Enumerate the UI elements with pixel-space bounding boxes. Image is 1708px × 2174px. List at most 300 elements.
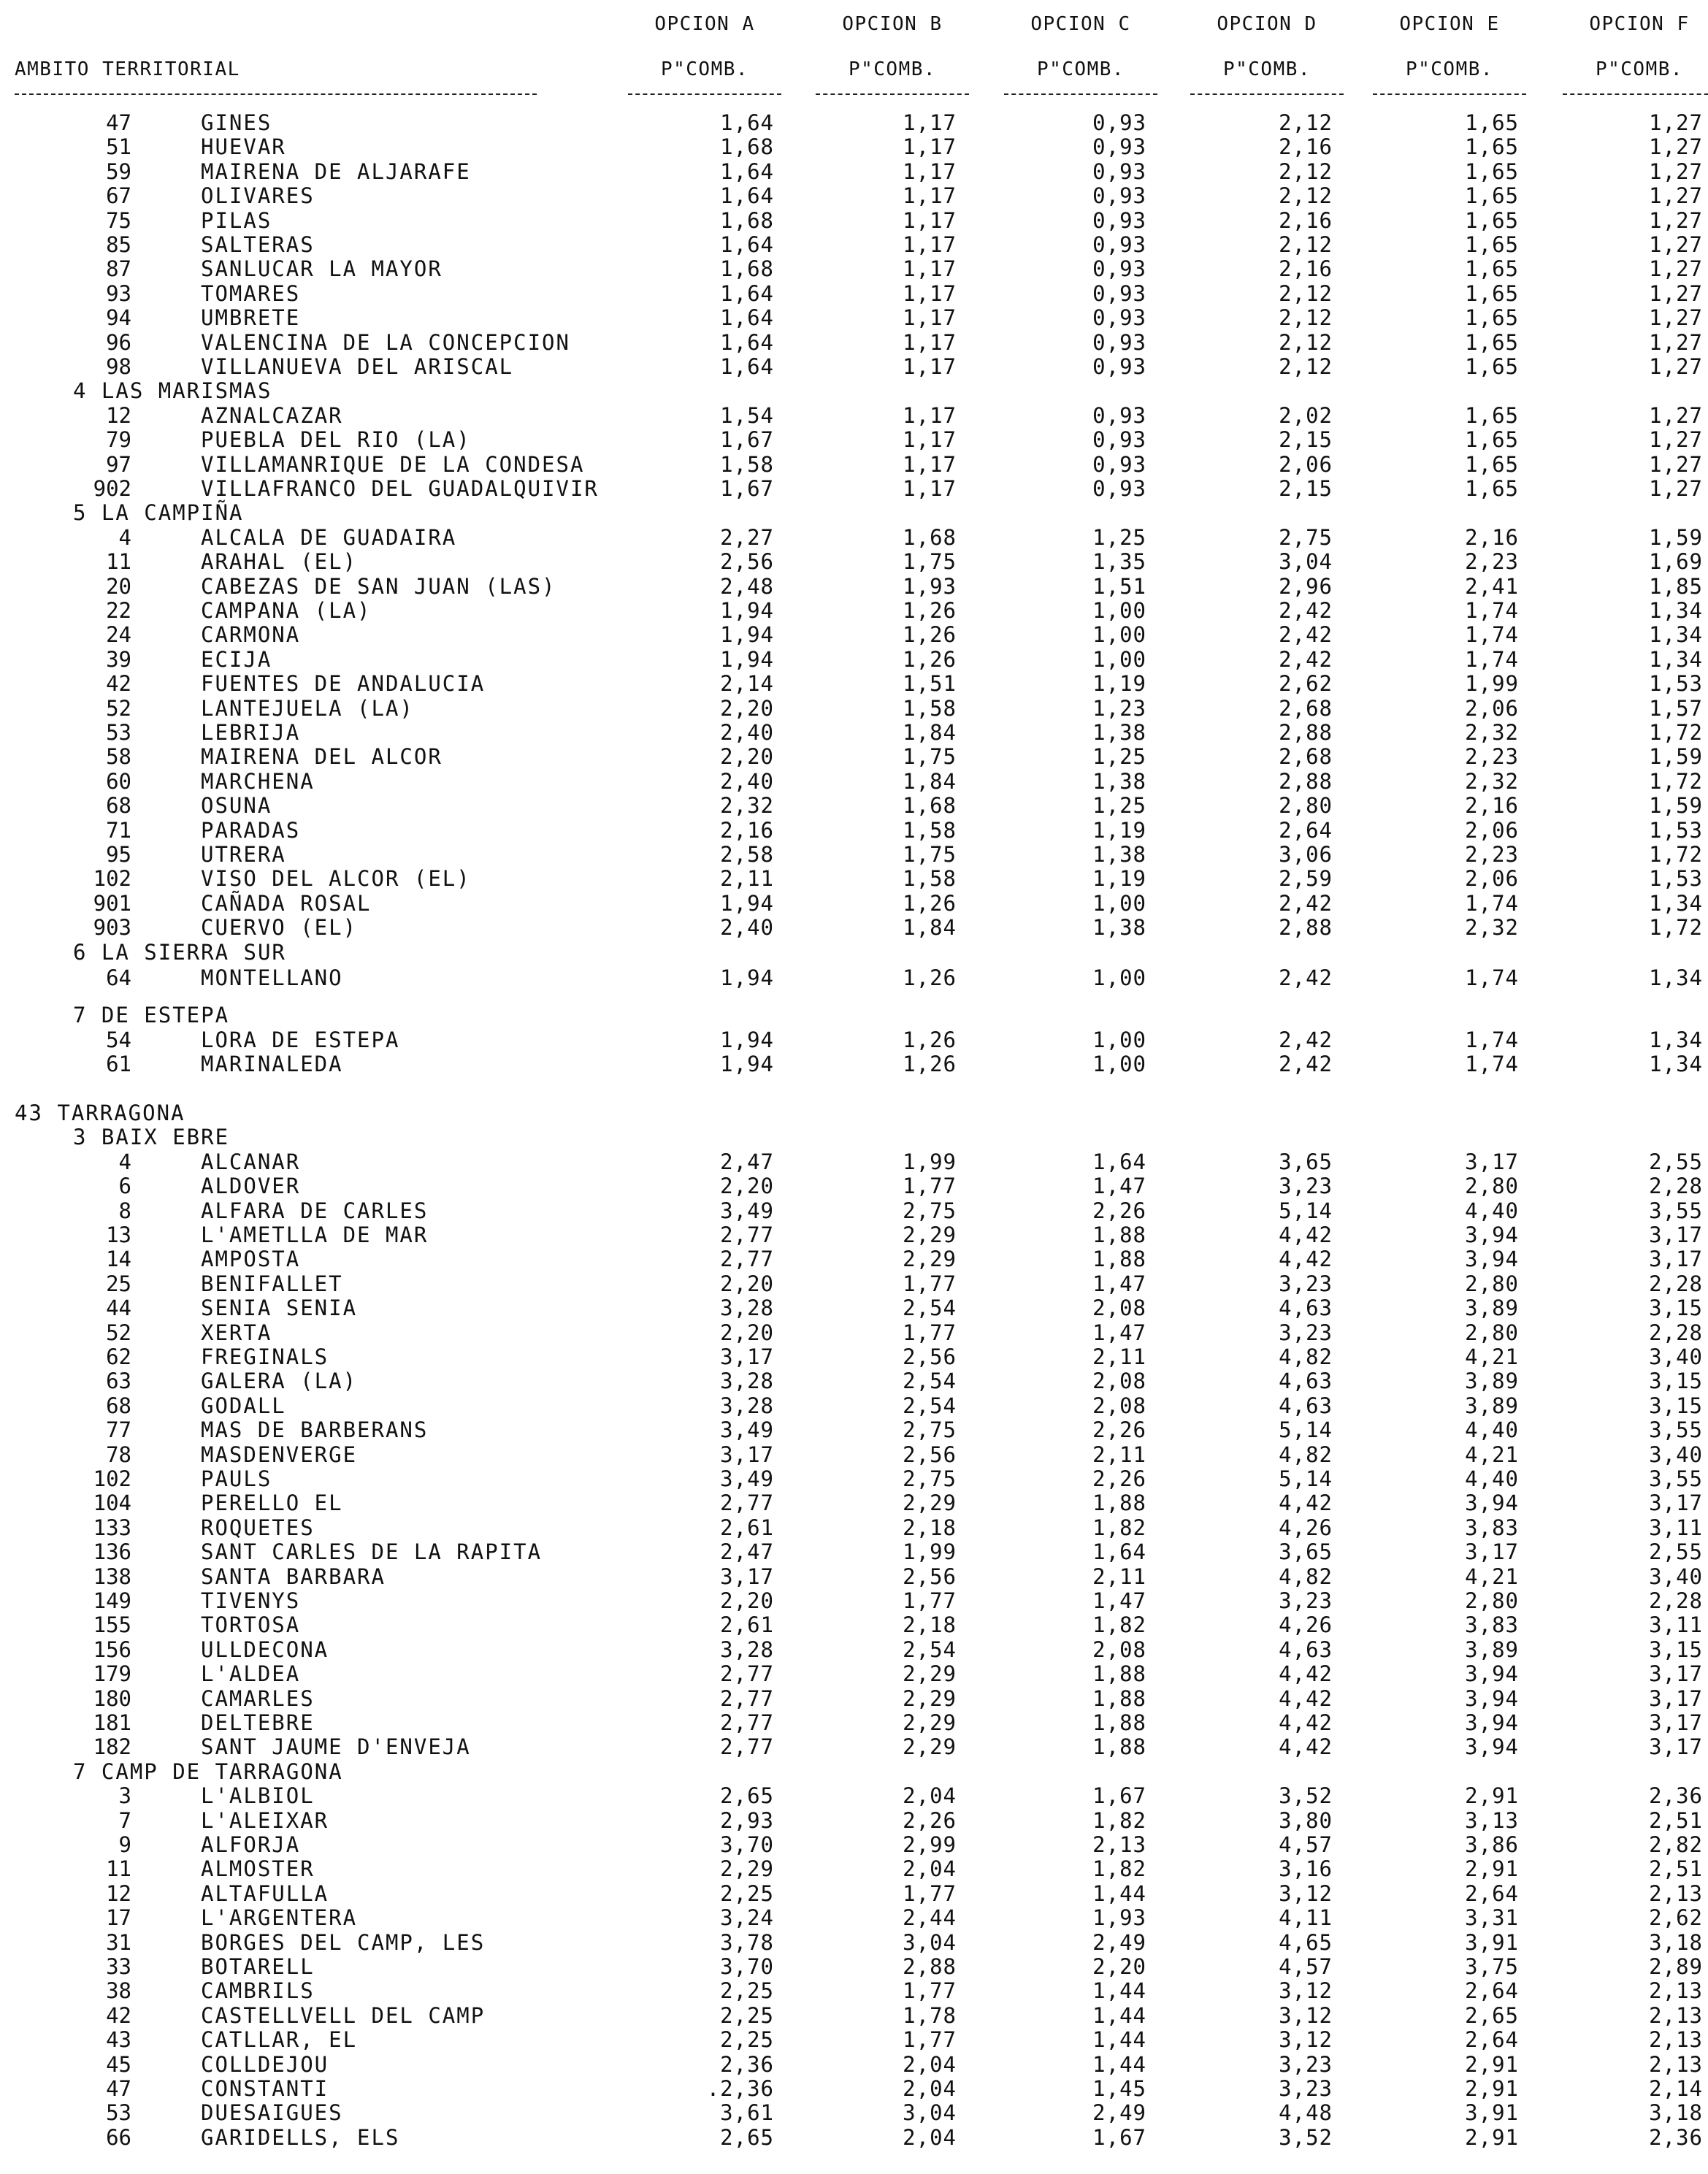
value-cell: 2,55 — [1649, 1539, 1703, 1564]
value-cell: 2,42 — [1279, 598, 1333, 623]
value-cell: 2,51 — [1649, 1808, 1703, 1833]
value-cell: 1,19 — [1092, 671, 1146, 696]
municipality-name: AMPOSTA — [201, 1247, 301, 1271]
value-cell: 2,64 — [1465, 1881, 1519, 1906]
municipality-name: ALTAFULLA — [201, 1881, 329, 1906]
table-row — [0, 2053, 1708, 2077]
value-cell: 4,42 — [1279, 1247, 1333, 1271]
municipality-code: 8 — [118, 1198, 131, 1223]
value-cell: 0,93 — [1092, 134, 1146, 159]
table-row — [0, 111, 1708, 135]
value-cell: 1,77 — [903, 1588, 957, 1613]
value-cell: 1,26 — [903, 622, 957, 647]
value-cell: 1,65 — [1465, 134, 1519, 159]
value-cell: 1,88 — [1092, 1710, 1146, 1735]
municipality-code: 901 — [93, 891, 131, 916]
municipality-name: ALFARA DE CARLES — [201, 1198, 429, 1223]
municipality-code: 39 — [106, 647, 131, 672]
value-cell: 1,65 — [1465, 452, 1519, 477]
table-row — [0, 1589, 1708, 1613]
value-cell: 1,65 — [1465, 183, 1519, 208]
municipality-name: BENIFALLET — [201, 1271, 343, 1296]
value-cell: 1,88 — [1092, 1490, 1146, 1515]
value-cell: 1,27 — [1649, 281, 1703, 306]
value-cell: 2,18 — [903, 1612, 957, 1637]
municipality-name: VISO DEL ALCOR (EL) — [201, 866, 471, 891]
value-cell: 1,17 — [903, 354, 957, 379]
value-cell: 2,89 — [1649, 1954, 1703, 1979]
value-cell: 1,67 — [1092, 1783, 1146, 1808]
value-cell: 2,56 — [903, 1442, 957, 1467]
value-cell: 1,27 — [1649, 427, 1703, 452]
value-cell: 2,49 — [1092, 1930, 1146, 1955]
province-label: 43 TARRAGONA — [15, 1101, 185, 1125]
value-cell: 1,74 — [1465, 891, 1519, 916]
value-cell: 1,25 — [1092, 525, 1146, 550]
value-cell: 4,40 — [1465, 1466, 1519, 1491]
value-cell: 1,38 — [1092, 915, 1146, 940]
table-row — [0, 1345, 1708, 1369]
value-cell: 2,65 — [720, 1783, 774, 1808]
value-cell: 2,77 — [720, 1710, 774, 1735]
value-cell: 1,65 — [1465, 403, 1519, 428]
municipality-code: 60 — [106, 769, 131, 794]
municipality-name: SALTERAS — [201, 232, 315, 257]
value-cell: 2,54 — [903, 1369, 957, 1393]
municipality-code: 31 — [106, 1930, 131, 1955]
value-cell: 4,82 — [1279, 1344, 1333, 1369]
value-cell: 4,40 — [1465, 1417, 1519, 1442]
table-row — [0, 1052, 1708, 1076]
value-cell: 1,00 — [1092, 965, 1146, 990]
value-cell: 2,12 — [1279, 330, 1333, 355]
municipality-code: 3 — [118, 1783, 131, 1808]
municipality-name: XERTA — [201, 1320, 272, 1345]
value-cell: 1,77 — [903, 1978, 957, 2003]
value-cell: 1,82 — [1092, 1612, 1146, 1637]
value-cell: 1,17 — [903, 159, 957, 184]
value-cell: 2,56 — [903, 1344, 957, 1369]
table-row — [0, 1223, 1708, 1247]
municipality-code: 62 — [106, 1344, 131, 1369]
value-cell: 2,28 — [1649, 1588, 1703, 1613]
municipality-name: LANTEJUELA (LA) — [201, 696, 414, 721]
value-cell: 1,19 — [1092, 866, 1146, 891]
value-cell: 2,88 — [1279, 915, 1333, 940]
value-cell: 1,54 — [720, 403, 774, 428]
value-cell: 3,55 — [1649, 1198, 1703, 1223]
municipality-code: 25 — [106, 1271, 131, 1296]
value-cell: 3,49 — [720, 1417, 774, 1442]
value-cell: 1,88 — [1092, 1734, 1146, 1759]
municipality-code: 136 — [93, 1539, 131, 1564]
value-cell: 2,08 — [1092, 1369, 1146, 1393]
value-cell: 1,27 — [1649, 305, 1703, 330]
value-cell: 2,20 — [720, 744, 774, 769]
municipality-name: BORGES DEL CAMP, LES — [201, 1930, 486, 1955]
value-cell: 2,04 — [903, 2076, 957, 2101]
value-cell: 1,65 — [1465, 330, 1519, 355]
option-header: OPCION A — [654, 13, 755, 35]
header-rule — [816, 93, 969, 95]
value-cell: 1,27 — [1649, 208, 1703, 233]
value-cell: 1,85 — [1649, 574, 1703, 599]
value-cell: 4,57 — [1279, 1954, 1333, 1979]
value-cell: 3,83 — [1465, 1612, 1519, 1637]
value-cell: 3,86 — [1465, 1832, 1519, 1857]
option-header: OPCION F — [1589, 13, 1690, 35]
option-header: OPCION E — [1399, 13, 1500, 35]
value-cell: 4,63 — [1279, 1295, 1333, 1320]
value-cell: 2,65 — [1465, 2003, 1519, 2028]
value-cell: 1,94 — [720, 622, 774, 647]
value-cell: 3,49 — [720, 1198, 774, 1223]
municipality-code: 102 — [93, 866, 131, 891]
municipality-name: CONSTANTI — [201, 2076, 329, 2101]
value-cell: 1,64 — [720, 305, 774, 330]
value-cell: 2,40 — [720, 769, 774, 794]
value-cell: 2,25 — [720, 2027, 774, 2052]
group-heading — [0, 941, 1708, 965]
value-cell: 2,29 — [720, 1856, 774, 1881]
municipality-name: OSUNA — [201, 793, 272, 818]
municipality-code: 903 — [93, 915, 131, 940]
municipality-name: VILLANUEVA DEL ARISCAL — [201, 354, 514, 379]
municipality-name: VILLAMANRIQUE DE LA CONDESA — [201, 452, 585, 477]
municipality-code: 95 — [106, 842, 131, 867]
municipality-code: 43 — [106, 2027, 131, 2052]
value-cell: 2,36 — [720, 2052, 774, 2077]
municipality-name: ARAHAL (EL) — [201, 549, 358, 574]
value-cell: 2,75 — [903, 1466, 957, 1491]
value-cell: 2,47 — [720, 1149, 774, 1174]
value-cell: 1,74 — [1465, 622, 1519, 647]
value-cell: 2,42 — [1279, 1052, 1333, 1076]
value-cell: .2,36 — [706, 2076, 774, 2101]
value-cell: 1,74 — [1465, 1052, 1519, 1076]
table-row — [0, 1613, 1708, 1637]
municipality-name: CAMARLES — [201, 1686, 315, 1711]
municipality-code: 7 — [118, 1808, 131, 1833]
value-cell: 1,64 — [720, 354, 774, 379]
value-cell: 2,06 — [1465, 696, 1519, 721]
municipality-name: AZNALCAZAR — [201, 403, 343, 428]
value-cell: 1,74 — [1465, 598, 1519, 623]
header-rule — [1190, 93, 1344, 95]
value-cell: 2,49 — [1092, 2100, 1146, 2125]
municipality-name: PUEBLA DEL RIO (LA) — [201, 427, 471, 452]
value-cell: 2,14 — [1649, 2076, 1703, 2101]
value-cell: 1,27 — [1649, 403, 1703, 428]
municipality-name: COLLDEJOU — [201, 2052, 329, 2077]
value-cell: 1,26 — [903, 891, 957, 916]
value-cell: 3,28 — [720, 1393, 774, 1418]
municipality-name: L'ALEIXAR — [201, 1808, 329, 1833]
value-cell: 2,75 — [903, 1198, 957, 1223]
table-row — [0, 843, 1708, 867]
municipality-name: SANLUCAR LA MAYOR — [201, 256, 443, 281]
table-row — [0, 306, 1708, 330]
value-cell: 1,82 — [1092, 1515, 1146, 1540]
value-cell: 1,17 — [903, 208, 957, 233]
value-cell: 1,17 — [903, 256, 957, 281]
value-cell: 3,17 — [1649, 1222, 1703, 1247]
group-label: 4 LAS MARISMAS — [73, 378, 272, 403]
value-cell: 2,58 — [720, 842, 774, 867]
value-cell: 3,23 — [1279, 1174, 1333, 1198]
table-row — [0, 623, 1708, 647]
header-rule — [15, 93, 537, 95]
value-cell: 1,26 — [903, 965, 957, 990]
value-cell: 3,40 — [1649, 1344, 1703, 1369]
value-cell: 1,27 — [1649, 183, 1703, 208]
value-cell: 2,20 — [720, 1320, 774, 1345]
value-cell: 2,11 — [1092, 1564, 1146, 1589]
value-cell: 2,80 — [1465, 1320, 1519, 1345]
municipality-name: GINES — [201, 110, 272, 135]
province-heading — [0, 1101, 1708, 1125]
value-cell: 1,59 — [1649, 793, 1703, 818]
municipality-name: MAS DE BARBERANS — [201, 1417, 429, 1442]
value-cell: 1,64 — [720, 232, 774, 257]
value-cell: 3,17 — [1649, 1710, 1703, 1735]
value-cell: 3,12 — [1279, 1978, 1333, 2003]
municipality-name: VALENCINA DE LA CONCEPCION — [201, 330, 570, 355]
municipality-code: 11 — [106, 549, 131, 574]
value-cell: 2,88 — [1279, 769, 1333, 794]
municipality-name: DUESAIGUES — [201, 2100, 343, 2125]
municipality-code: 96 — [106, 330, 131, 355]
table-row — [0, 2126, 1708, 2150]
value-cell: 1,34 — [1649, 622, 1703, 647]
value-cell: 2,42 — [1279, 1027, 1333, 1052]
municipality-code: 17 — [106, 1905, 131, 1930]
table-row — [0, 209, 1708, 233]
value-cell: 1,94 — [720, 647, 774, 672]
value-cell: 2,28 — [1649, 1320, 1703, 1345]
value-cell: 3,17 — [1649, 1686, 1703, 1711]
value-cell: 3,18 — [1649, 1930, 1703, 1955]
value-cell: 2,16 — [720, 818, 774, 843]
table-row — [0, 1882, 1708, 1906]
value-cell: 2,48 — [720, 574, 774, 599]
value-cell: 2,29 — [903, 1686, 957, 1711]
value-cell: 3,83 — [1465, 1515, 1519, 1540]
municipality-name: PARADAS — [201, 818, 301, 843]
value-cell: 2,26 — [1092, 1466, 1146, 1491]
value-cell: 1,69 — [1649, 549, 1703, 574]
municipality-code: 64 — [106, 965, 131, 990]
value-cell: 1,17 — [903, 476, 957, 501]
value-cell: 1,27 — [1649, 159, 1703, 184]
value-cell: 1,68 — [720, 256, 774, 281]
municipality-code: 68 — [106, 1393, 131, 1418]
value-cell: 2,91 — [1465, 2052, 1519, 2077]
table-row — [0, 453, 1708, 477]
municipality-name: CAÑADA ROSAL — [201, 891, 372, 916]
value-cell: 3,94 — [1465, 1247, 1519, 1271]
table-row — [0, 721, 1708, 745]
value-cell: 1,84 — [903, 915, 957, 940]
value-cell: 1,78 — [903, 2003, 957, 2028]
value-cell: 2,26 — [903, 1808, 957, 1833]
municipality-code: 71 — [106, 818, 131, 843]
municipality-name: UTRERA — [201, 842, 286, 867]
value-cell: 1,68 — [720, 208, 774, 233]
value-cell: 3,52 — [1279, 2125, 1333, 2150]
table-row — [0, 1735, 1708, 1759]
table-row — [0, 1955, 1708, 1979]
table-row — [0, 1809, 1708, 1833]
value-cell: 1,27 — [1649, 232, 1703, 257]
municipality-name: GALERA (LA) — [201, 1369, 358, 1393]
value-cell: 1,59 — [1649, 744, 1703, 769]
value-cell: 1,17 — [903, 403, 957, 428]
municipality-code: 75 — [106, 208, 131, 233]
municipality-code: 42 — [106, 2003, 131, 2028]
value-cell: 2,20 — [720, 1271, 774, 1296]
value-cell: 2,41 — [1465, 574, 1519, 599]
value-cell: 3,12 — [1279, 1881, 1333, 1906]
value-cell: 3,28 — [720, 1637, 774, 1662]
value-cell: 0,93 — [1092, 281, 1146, 306]
value-cell: 2,29 — [903, 1222, 957, 1247]
table-row — [0, 672, 1708, 696]
municipality-name: GODALL — [201, 1393, 286, 1418]
municipality-code: 98 — [106, 354, 131, 379]
value-cell: 1,99 — [903, 1539, 957, 1564]
value-cell: 1,17 — [903, 110, 957, 135]
value-cell: 4,82 — [1279, 1564, 1333, 1589]
municipality-code: 180 — [93, 1686, 131, 1711]
table-row — [0, 550, 1708, 574]
value-cell: 3,17 — [720, 1344, 774, 1369]
group-heading — [0, 1760, 1708, 1784]
value-cell: 1,65 — [1465, 110, 1519, 135]
value-cell: 3,04 — [903, 2100, 957, 2125]
table-row — [0, 1857, 1708, 1881]
municipality-name: HUEVAR — [201, 134, 286, 159]
value-cell: 3,23 — [1279, 1320, 1333, 1345]
value-cell: 1,53 — [1649, 671, 1703, 696]
table-row — [0, 2101, 1708, 2125]
value-cell: 4,26 — [1279, 1515, 1333, 1540]
municipality-code: 47 — [106, 2076, 131, 2101]
value-cell: 1,77 — [903, 1881, 957, 1906]
value-cell: 2,26 — [1092, 1198, 1146, 1223]
municipality-code: 93 — [106, 281, 131, 306]
value-cell: 4,11 — [1279, 1905, 1333, 1930]
value-cell: 0,93 — [1092, 354, 1146, 379]
option-header: OPCION D — [1217, 13, 1317, 35]
value-cell: 1,00 — [1092, 1027, 1146, 1052]
value-cell: 3,31 — [1465, 1905, 1519, 1930]
value-cell: 1,67 — [720, 427, 774, 452]
value-cell: 4,21 — [1465, 1564, 1519, 1589]
value-cell: 2,04 — [903, 2125, 957, 2150]
value-cell: 1,17 — [903, 232, 957, 257]
table-row — [0, 1931, 1708, 1955]
municipality-code: 12 — [106, 403, 131, 428]
municipality-name: PERELLO EL — [201, 1490, 343, 1515]
value-cell: 2,13 — [1092, 1832, 1146, 1857]
value-cell: 2,06 — [1279, 452, 1333, 477]
value-cell: 2,54 — [903, 1637, 957, 1662]
value-cell: 1,27 — [1649, 110, 1703, 135]
table-row — [0, 257, 1708, 281]
value-cell: 3,55 — [1649, 1417, 1703, 1442]
municipality-name: LORA DE ESTEPA — [201, 1027, 400, 1052]
value-cell: 2,12 — [1279, 159, 1333, 184]
table-row — [0, 1784, 1708, 1808]
value-cell: 3,18 — [1649, 2100, 1703, 2125]
table-row — [0, 1028, 1708, 1052]
value-cell: 1,75 — [903, 549, 957, 574]
value-cell: 3,17 — [1465, 1149, 1519, 1174]
option-subheader: P"COMB. — [848, 58, 937, 80]
municipality-name: CABEZAS DE SAN JUAN (LAS) — [201, 574, 556, 599]
value-cell: 1,68 — [903, 793, 957, 818]
value-cell: 3,78 — [720, 1930, 774, 1955]
value-cell: 3,23 — [1279, 1271, 1333, 1296]
value-cell: 3,15 — [1649, 1637, 1703, 1662]
municipality-code: 52 — [106, 1320, 131, 1345]
value-cell: 2,96 — [1279, 574, 1333, 599]
value-cell: 2,13 — [1649, 2027, 1703, 2052]
value-cell: 2,40 — [720, 915, 774, 940]
value-cell: 2,42 — [1279, 622, 1333, 647]
value-cell: 3,94 — [1465, 1222, 1519, 1247]
value-cell: 1,26 — [903, 647, 957, 672]
value-cell: 2,16 — [1465, 525, 1519, 550]
table-row — [0, 1394, 1708, 1418]
table-row — [0, 1638, 1708, 1662]
municipality-name: MARCHENA — [201, 769, 315, 794]
municipality-code: 68 — [106, 793, 131, 818]
value-cell: 1,88 — [1092, 1222, 1146, 1247]
table-row — [0, 2077, 1708, 2101]
value-cell: 1,26 — [903, 1052, 957, 1076]
value-cell: 2,99 — [903, 1832, 957, 1857]
value-cell: 1,72 — [1649, 720, 1703, 745]
municipality-code: 22 — [106, 598, 131, 623]
value-cell: 1,65 — [1465, 208, 1519, 233]
value-cell: 1,64 — [720, 159, 774, 184]
header-rule — [628, 93, 781, 95]
table-row — [0, 1906, 1708, 1930]
value-cell: 1,77 — [903, 2027, 957, 2052]
value-cell: 2,16 — [1279, 256, 1333, 281]
value-cell: 1,47 — [1092, 1320, 1146, 1345]
municipality-name: LEBRIJA — [201, 720, 301, 745]
value-cell: 1,34 — [1649, 891, 1703, 916]
value-cell: 4,48 — [1279, 2100, 1333, 2125]
table-row — [0, 2004, 1708, 2028]
value-cell: 3,70 — [720, 1954, 774, 1979]
table-row — [0, 1247, 1708, 1271]
value-cell: 1,34 — [1649, 965, 1703, 990]
municipality-code: 902 — [93, 476, 131, 501]
value-cell: 1,65 — [1465, 232, 1519, 257]
value-cell: 2,23 — [1465, 744, 1519, 769]
municipality-code: 33 — [106, 1954, 131, 1979]
value-cell: 3,75 — [1465, 1954, 1519, 1979]
table-row — [0, 355, 1708, 379]
municipality-name: CASTELLVELL DEL CAMP — [201, 2003, 486, 2028]
group-label: 7 CAMP DE TARRAGONA — [73, 1759, 343, 1784]
value-cell: 1,27 — [1649, 452, 1703, 477]
value-cell: 2,12 — [1279, 354, 1333, 379]
